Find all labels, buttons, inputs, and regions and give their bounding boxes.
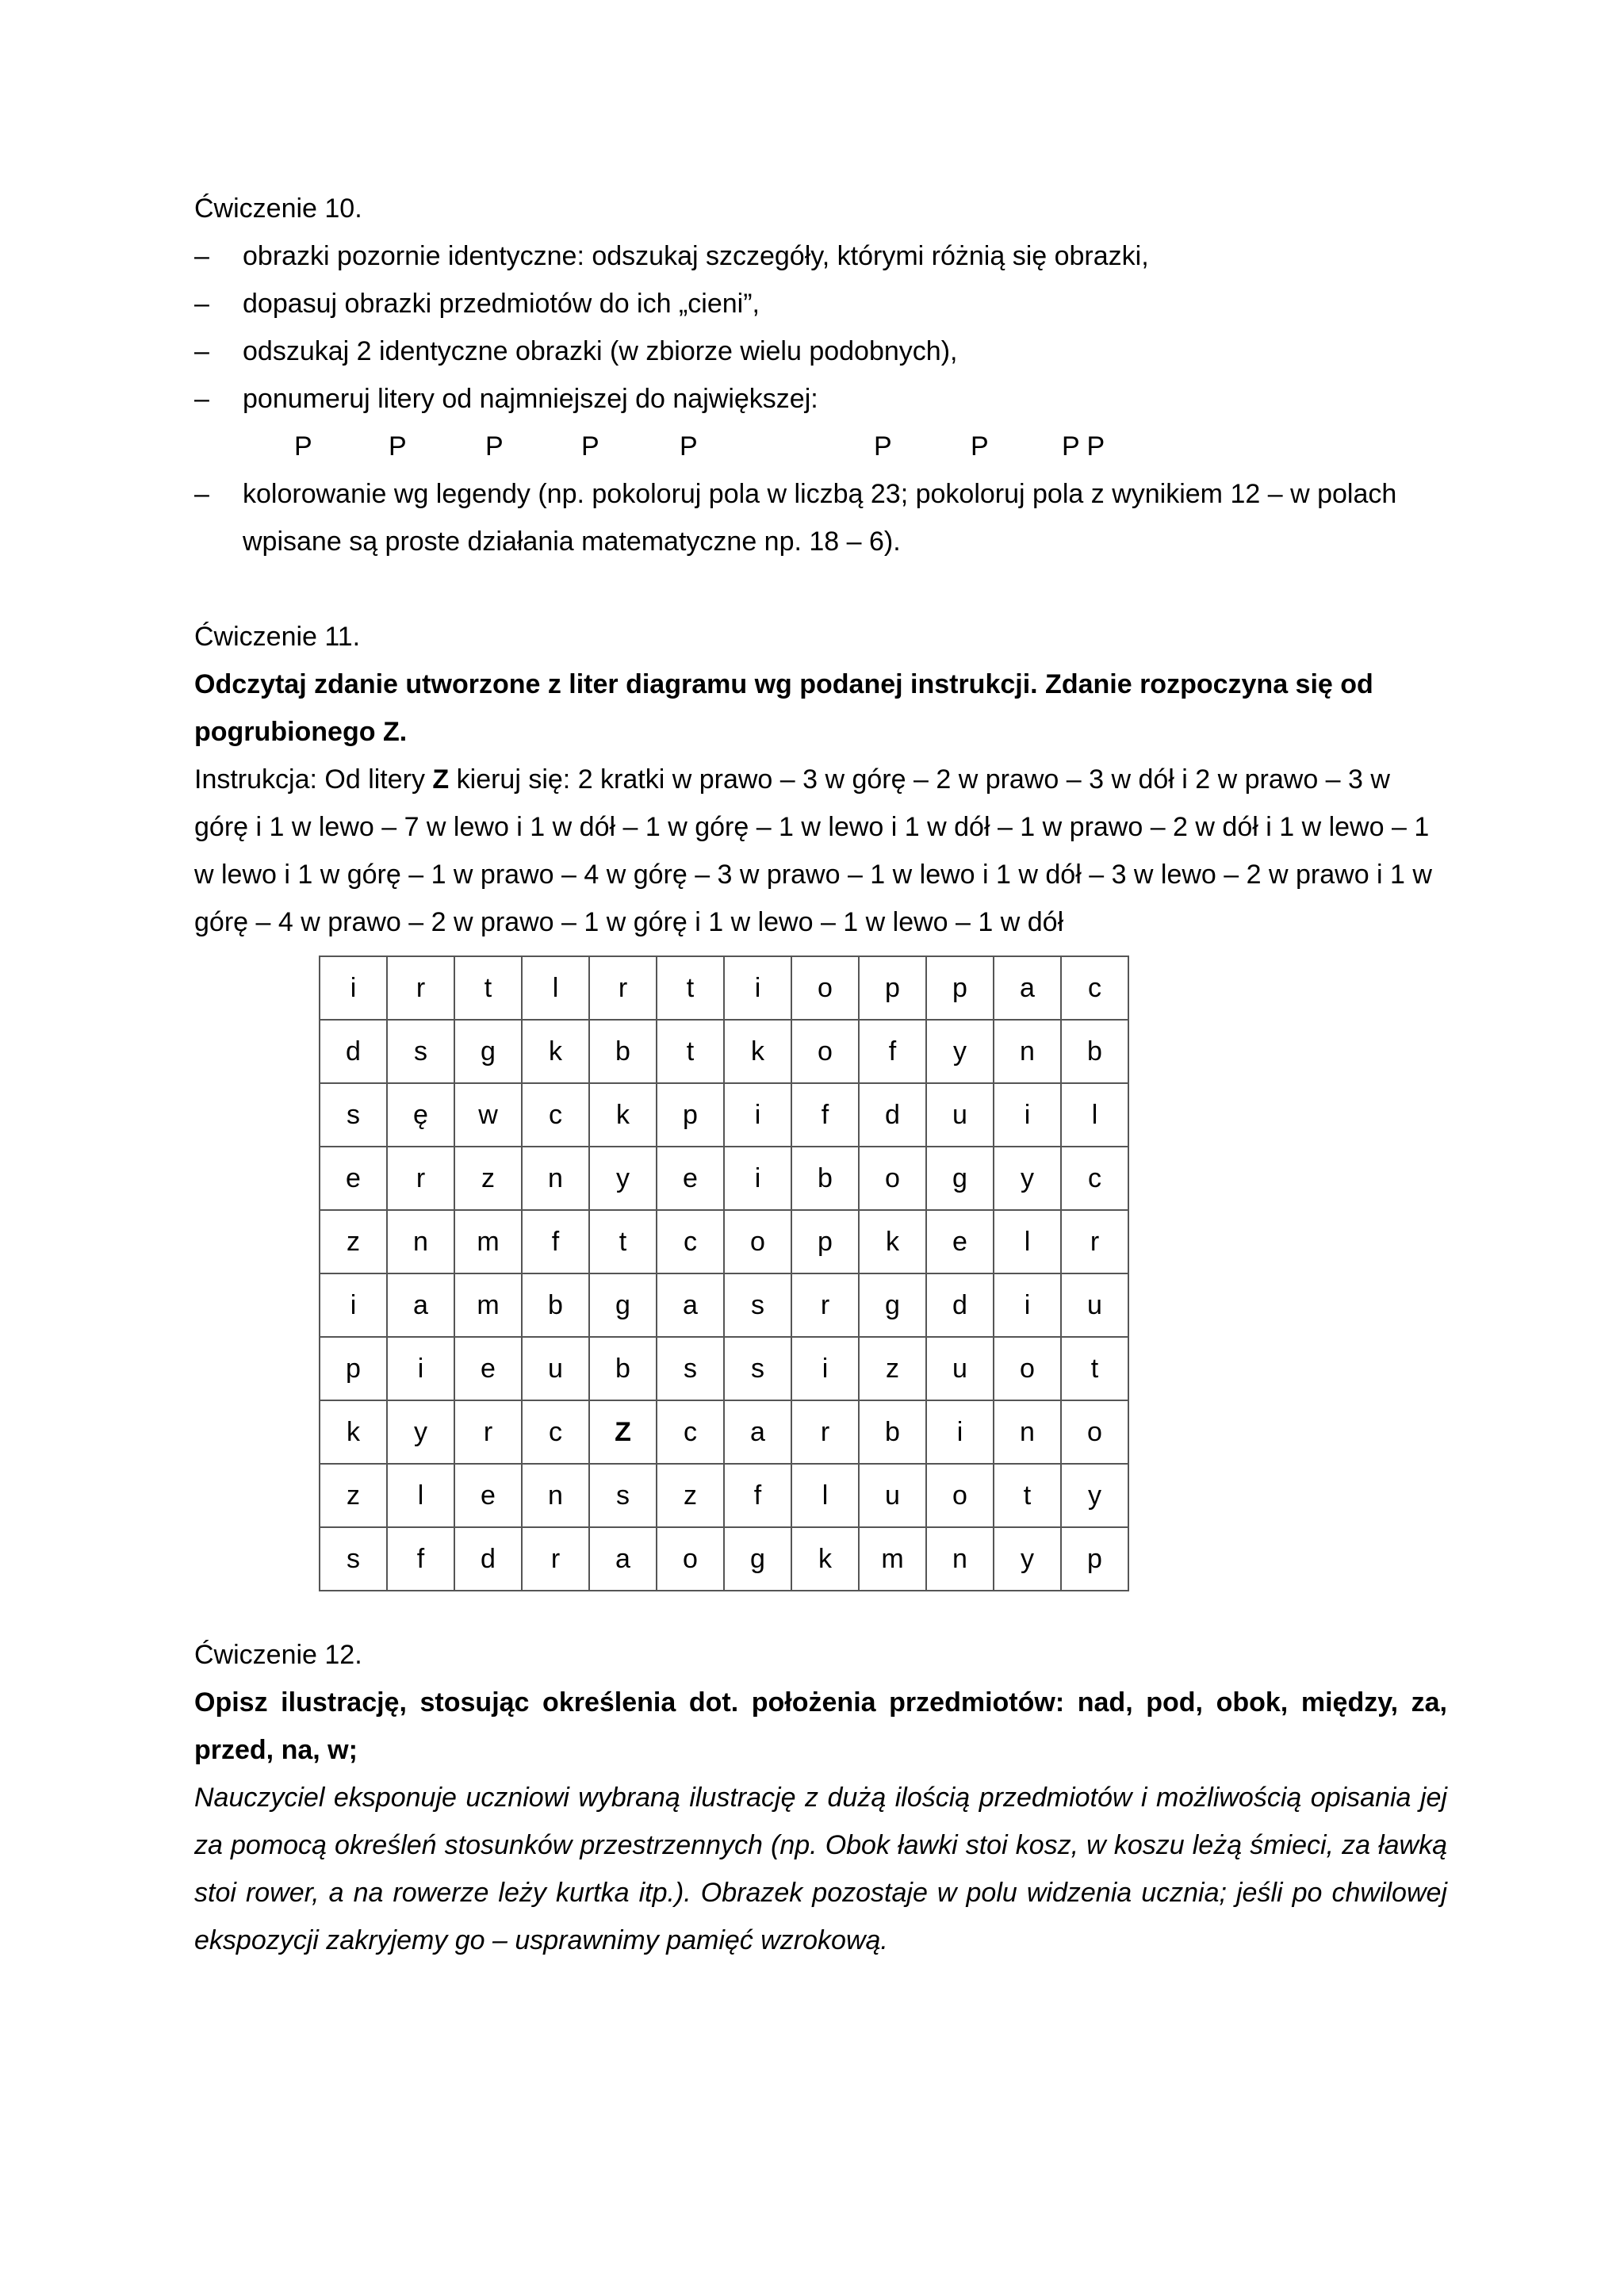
grid-cell: w: [454, 1083, 522, 1147]
grid-cell: i: [724, 956, 791, 1020]
grid-cell: k: [724, 1020, 791, 1083]
grid-cell: y: [994, 1527, 1061, 1591]
grid-cell: y: [926, 1020, 994, 1083]
grid-cell: u: [1061, 1273, 1128, 1337]
grid-cell: r: [387, 956, 454, 1020]
grid-cell: y: [387, 1400, 454, 1464]
exercise-10-list-cont: [194, 470, 1447, 565]
grid-cell: i: [320, 1273, 387, 1337]
grid-cell: c: [657, 1210, 724, 1273]
grid-cell: i: [724, 1147, 791, 1210]
grid-cell: i: [791, 1337, 859, 1400]
exercise-12-title: Ćwiczenie 12.: [194, 1640, 362, 1670]
exercise-12-description: Nauczyciel eksponuje uczniowi wybraną ilustrację z dużą ilością przedmiotów i możliwością opisania jej za pomocą określeń stosunków przestrzennych (np. Obok ławki stoi kosz, w koszu leżą śmieci, za ławką stoi rower, a na rowerze leży kurtka itp.). Obrazek pozostaje w polu widzenia ucznia; jeśli po chwilowej ekspozycji zakryjemy go – usprawnimy pamięć wzrokową.: [194, 1783, 1447, 1955]
list-item-line-1: kolorowanie wg legendy (np. pokoloruj pola w liczbą 23; pokoloruj pola z wynikiem 12 – w polach: [243, 479, 1397, 509]
grid-cell: r: [791, 1273, 859, 1337]
exercise-11-instruction: [194, 756, 1447, 946]
grid-cell: t: [589, 1210, 657, 1273]
grid-cell: z: [454, 1147, 522, 1210]
grid-cell: g: [859, 1273, 926, 1337]
grid-cell: o: [657, 1527, 724, 1591]
grid-cell: p: [1061, 1527, 1128, 1591]
exercise-10-list: [194, 232, 1447, 423]
grid-cell: i: [994, 1273, 1061, 1337]
grid-cell: o: [791, 956, 859, 1020]
grid-cell: m: [454, 1273, 522, 1337]
grid-cell: u: [926, 1083, 994, 1147]
grid-cell: i: [724, 1083, 791, 1147]
grid-cell: f: [522, 1210, 589, 1273]
grid-cell: t: [657, 956, 724, 1020]
grid-cell: l: [522, 956, 589, 1020]
grid-cell: a: [657, 1273, 724, 1337]
grid-cell: f: [387, 1527, 454, 1591]
grid-cell: c: [522, 1400, 589, 1464]
grid-cell: y: [1061, 1464, 1128, 1527]
exercise-11-task: Odczytaj zdanie utworzone z liter diagramu wg podanej instrukcji. Zdanie rozpoczyna się od pogrubionego Z.: [194, 669, 1373, 747]
exercise-12-task: Opisz ilustrację, stosując określenia dot. położenia przedmiotów: nad, pod, obok, między, za, przed, na, w;: [194, 1687, 1447, 1765]
grid-cell: p: [320, 1337, 387, 1400]
grid-cell: r: [589, 956, 657, 1020]
exercise-11-title: Ćwiczenie 11.: [194, 622, 361, 652]
grid-cell: e: [454, 1464, 522, 1527]
grid-cell: i: [387, 1337, 454, 1400]
grid-cell: s: [724, 1337, 791, 1400]
list-item: – odszukaj 2 identyczne obrazki (w zbiorze wielu podobnych),: [194, 327, 1447, 375]
letter-grid-wrapper: [319, 956, 1447, 1591]
grid-cell: a: [387, 1273, 454, 1337]
grid-cell: c: [522, 1083, 589, 1147]
grid-cell: d: [454, 1527, 522, 1591]
grid-cell: i: [994, 1083, 1061, 1147]
grid-cell: a: [994, 956, 1061, 1020]
grid-cell: f: [724, 1464, 791, 1527]
letter-p: P: [389, 431, 407, 461]
grid-cell: o: [926, 1464, 994, 1527]
list-item-line-2: wpisane są proste działania matematyczne np. 18 – 6).: [243, 527, 901, 557]
grid-cell: c: [1061, 956, 1128, 1020]
grid-cell: a: [589, 1527, 657, 1591]
grid-cell: l: [791, 1464, 859, 1527]
exercise-10-title: Ćwiczenie 10.: [194, 193, 362, 224]
grid-cell: y: [994, 1147, 1061, 1210]
letter-sequence: [194, 423, 1447, 470]
grid-cell: g: [724, 1527, 791, 1591]
grid-cell: s: [589, 1464, 657, 1527]
letter-p: P: [485, 431, 504, 461]
grid-cell: b: [589, 1337, 657, 1400]
grid-row: [320, 956, 1128, 1020]
list-item: – ponumeruj litery od najmniejszej do największej:: [194, 375, 1447, 423]
grid-cell: r: [522, 1527, 589, 1591]
grid-cell: d: [320, 1020, 387, 1083]
grid-row: [320, 1527, 1128, 1591]
grid-cell: n: [522, 1147, 589, 1210]
letter-p: P: [680, 431, 698, 461]
grid-cell: n: [994, 1400, 1061, 1464]
list-item: [194, 470, 1447, 565]
grid-cell: c: [657, 1400, 724, 1464]
grid-cell: b: [522, 1273, 589, 1337]
letter-p: P: [294, 431, 312, 461]
grid-cell: g: [926, 1147, 994, 1210]
grid-cell: n: [522, 1464, 589, 1527]
grid-cell: u: [859, 1464, 926, 1527]
grid-cell: o: [859, 1147, 926, 1210]
letter-grid: [319, 956, 1129, 1591]
grid-cell: s: [320, 1527, 387, 1591]
grid-cell: n: [926, 1527, 994, 1591]
grid-cell: p: [859, 956, 926, 1020]
grid-cell: d: [926, 1273, 994, 1337]
grid-cell: l: [387, 1464, 454, 1527]
grid-cell: e: [657, 1147, 724, 1210]
instruction-prefix: Instrukcja: Od litery: [194, 764, 433, 795]
instruction-text: kieruj się: 2 kratki w prawo – 3 w górę – 2 w prawo – 3 w dół i 2 w prawo – 3 w górę i 1 w lewo – 7 w lewo i 1 w dół – 1 w górę – 1 w lewo i 1 w dół – 1 w prawo – 2 w dół i 1 w lewo – 1 w lewo i 1 w górę – 1 w prawo – 4 w górę – 3 w prawo – 1 w lewo i 1 w dół – 3 w lewo – 2 w prawo i 1 w górę – 4 w prawo – 2 w prawo – 1 w górę i 1 w lewo – 1 w lewo – 1 w dół: [194, 764, 1432, 937]
grid-cell: f: [791, 1083, 859, 1147]
grid-cell: k: [791, 1527, 859, 1591]
grid-cell: t: [454, 956, 522, 1020]
grid-cell: i: [320, 956, 387, 1020]
grid-cell: a: [724, 1400, 791, 1464]
grid-cell: g: [454, 1020, 522, 1083]
grid-row: [320, 1147, 1128, 1210]
grid-row: [320, 1400, 1128, 1464]
letter-p-pair: P P: [1062, 431, 1105, 461]
grid-cell: m: [859, 1527, 926, 1591]
grid-cell: b: [589, 1020, 657, 1083]
grid-cell: t: [657, 1020, 724, 1083]
letter-p: P: [874, 431, 892, 461]
grid-row: [320, 1273, 1128, 1337]
grid-cell: f: [859, 1020, 926, 1083]
grid-cell: k: [320, 1400, 387, 1464]
grid-cell: o: [791, 1020, 859, 1083]
grid-cell: i: [926, 1400, 994, 1464]
grid-cell: c: [1061, 1147, 1128, 1210]
list-item: – obrazki pozornie identyczne: odszukaj szczegóły, którymi różnią się obrazki,: [194, 232, 1447, 280]
grid-cell: o: [994, 1337, 1061, 1400]
grid-cell: z: [320, 1464, 387, 1527]
grid-row: [320, 1020, 1128, 1083]
grid-cell: b: [1061, 1020, 1128, 1083]
grid-row: [320, 1210, 1128, 1273]
grid-row: [320, 1083, 1128, 1147]
grid-cell: l: [994, 1210, 1061, 1273]
grid-cell: z: [859, 1337, 926, 1400]
grid-cell: m: [454, 1210, 522, 1273]
grid-row: [320, 1337, 1128, 1400]
grid-cell: t: [994, 1464, 1061, 1527]
grid-cell: b: [859, 1400, 926, 1464]
grid-cell-start: Z: [589, 1400, 657, 1464]
grid-cell: y: [589, 1147, 657, 1210]
grid-cell: s: [724, 1273, 791, 1337]
grid-cell: d: [859, 1083, 926, 1147]
grid-cell: k: [589, 1083, 657, 1147]
grid-cell: k: [522, 1020, 589, 1083]
letter-p: P: [581, 431, 599, 461]
grid-cell: s: [387, 1020, 454, 1083]
grid-cell: z: [320, 1210, 387, 1273]
grid-cell: t: [1061, 1337, 1128, 1400]
grid-cell: g: [589, 1273, 657, 1337]
grid-cell: z: [657, 1464, 724, 1527]
grid-cell: r: [454, 1400, 522, 1464]
grid-cell: p: [791, 1210, 859, 1273]
grid-cell: u: [522, 1337, 589, 1400]
grid-cell: s: [657, 1337, 724, 1400]
grid-cell: s: [320, 1083, 387, 1147]
letter-p: P: [971, 431, 989, 461]
grid-cell: ę: [387, 1083, 454, 1147]
grid-cell: l: [1061, 1083, 1128, 1147]
grid-cell: r: [387, 1147, 454, 1210]
grid-cell: n: [387, 1210, 454, 1273]
instruction-start-letter: Z: [432, 764, 450, 795]
grid-row: [320, 1464, 1128, 1527]
grid-cell: b: [791, 1147, 859, 1210]
grid-cell: u: [926, 1337, 994, 1400]
document-page: [194, 185, 1447, 1964]
grid-cell: o: [1061, 1400, 1128, 1464]
grid-cell: e: [454, 1337, 522, 1400]
list-item: – dopasuj obrazki przedmiotów do ich „cieni”,: [194, 280, 1447, 327]
grid-cell: r: [1061, 1210, 1128, 1273]
grid-cell: e: [926, 1210, 994, 1273]
grid-cell: o: [724, 1210, 791, 1273]
grid-cell: k: [859, 1210, 926, 1273]
grid-cell: n: [994, 1020, 1061, 1083]
grid-cell: p: [657, 1083, 724, 1147]
grid-cell: e: [320, 1147, 387, 1210]
grid-cell: p: [926, 956, 994, 1020]
grid-cell: r: [791, 1400, 859, 1464]
